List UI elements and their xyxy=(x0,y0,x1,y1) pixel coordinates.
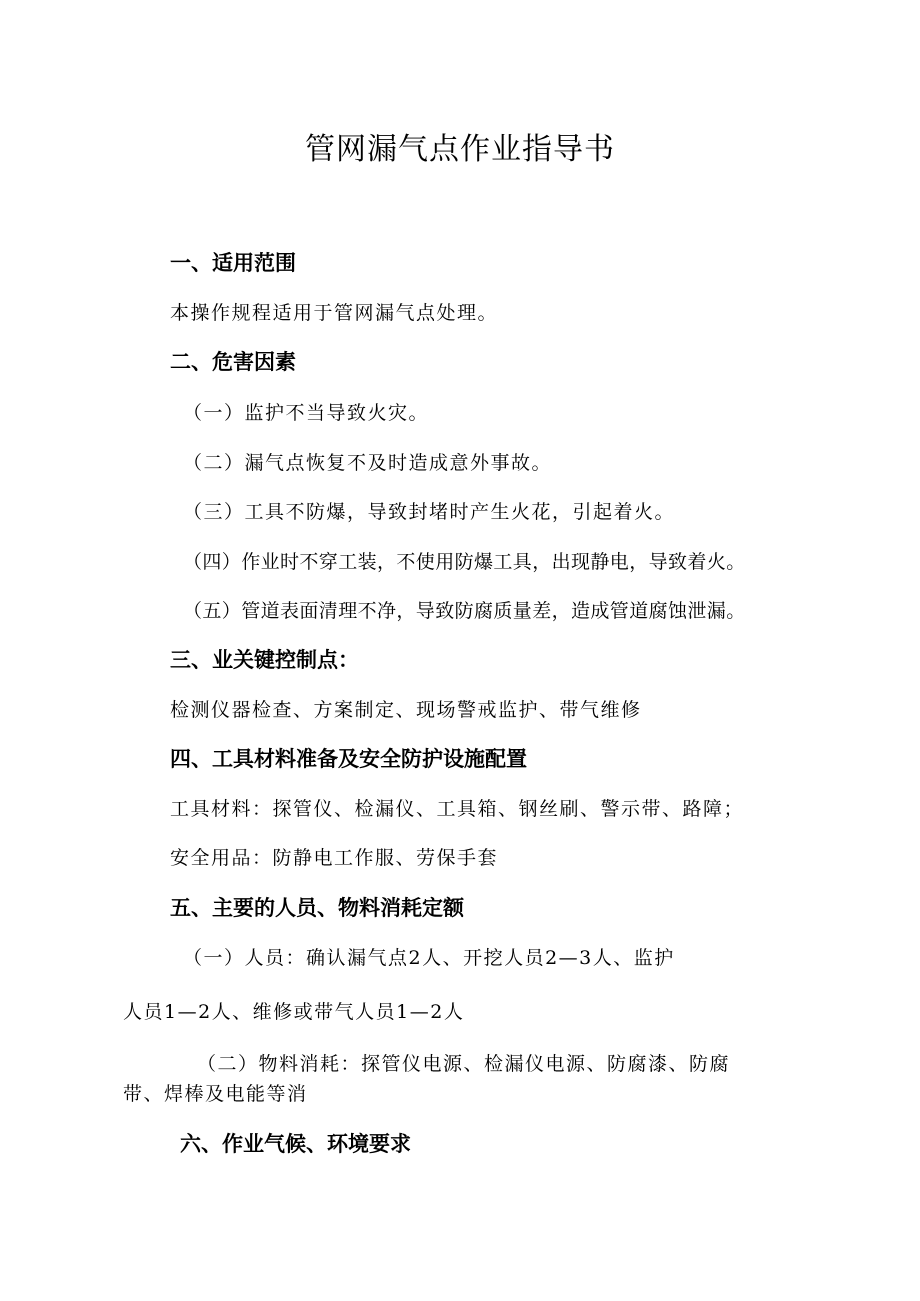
section-4-heading: 四、工具材料准备及安全防护设施配置 xyxy=(170,747,527,771)
section-1-body: 本操作规程适用于管网漏气点处理。 xyxy=(170,302,499,324)
tools-materials: 工具材料：探管仪、检漏仪、工具箱、钢丝刷、警示带、路障； xyxy=(170,798,745,820)
section-6-heading: 六、作业气候、环境要求 xyxy=(180,1132,411,1156)
personnel-line-1: （一）人员：确认漏气点2人、开挖人员2—3人、监护 xyxy=(183,947,675,969)
personnel-line-2: 人员1—2人、维修或带气人员1—2人 xyxy=(123,1001,465,1023)
section-3-heading: 三、业关键控制点： xyxy=(170,648,359,672)
materials-line-1: （二）物料消耗：探管仪电源、检漏仪电源、防腐漆、防腐 xyxy=(197,1053,731,1075)
hazard-item-4: （四）作业时不穿工装，不使用防爆工具，出现静电，导致着火。 xyxy=(183,551,746,573)
hazard-item-1: （一）监护不当导致火灾。 xyxy=(183,402,430,424)
safety-supplies: 安全用品：防静电工作服、劳保手套 xyxy=(170,847,499,869)
materials-line-2: 带、焊棒及电能等消 xyxy=(123,1083,308,1105)
hazard-item-3: （三）工具不防爆，导致封堵时产生火花，引起着火。 xyxy=(183,501,676,523)
section-3-body: 检测仪器检查、方案制定、现场警戒监护、带气维修 xyxy=(170,699,642,721)
hazard-item-2: （二）漏气点恢复不及时造成意外事故。 xyxy=(183,452,553,474)
section-2-heading: 二、危害因素 xyxy=(170,350,296,374)
section-1-heading: 一、适用范围 xyxy=(170,251,296,275)
section-5-heading: 五、主要的人员、物料消耗定额 xyxy=(170,896,464,920)
document-title: 管网漏气点作业指导书 xyxy=(305,132,615,167)
hazard-item-5: （五）管道表面清理不净，导致防腐质量差，造成管道腐蚀泄漏。 xyxy=(183,600,746,622)
